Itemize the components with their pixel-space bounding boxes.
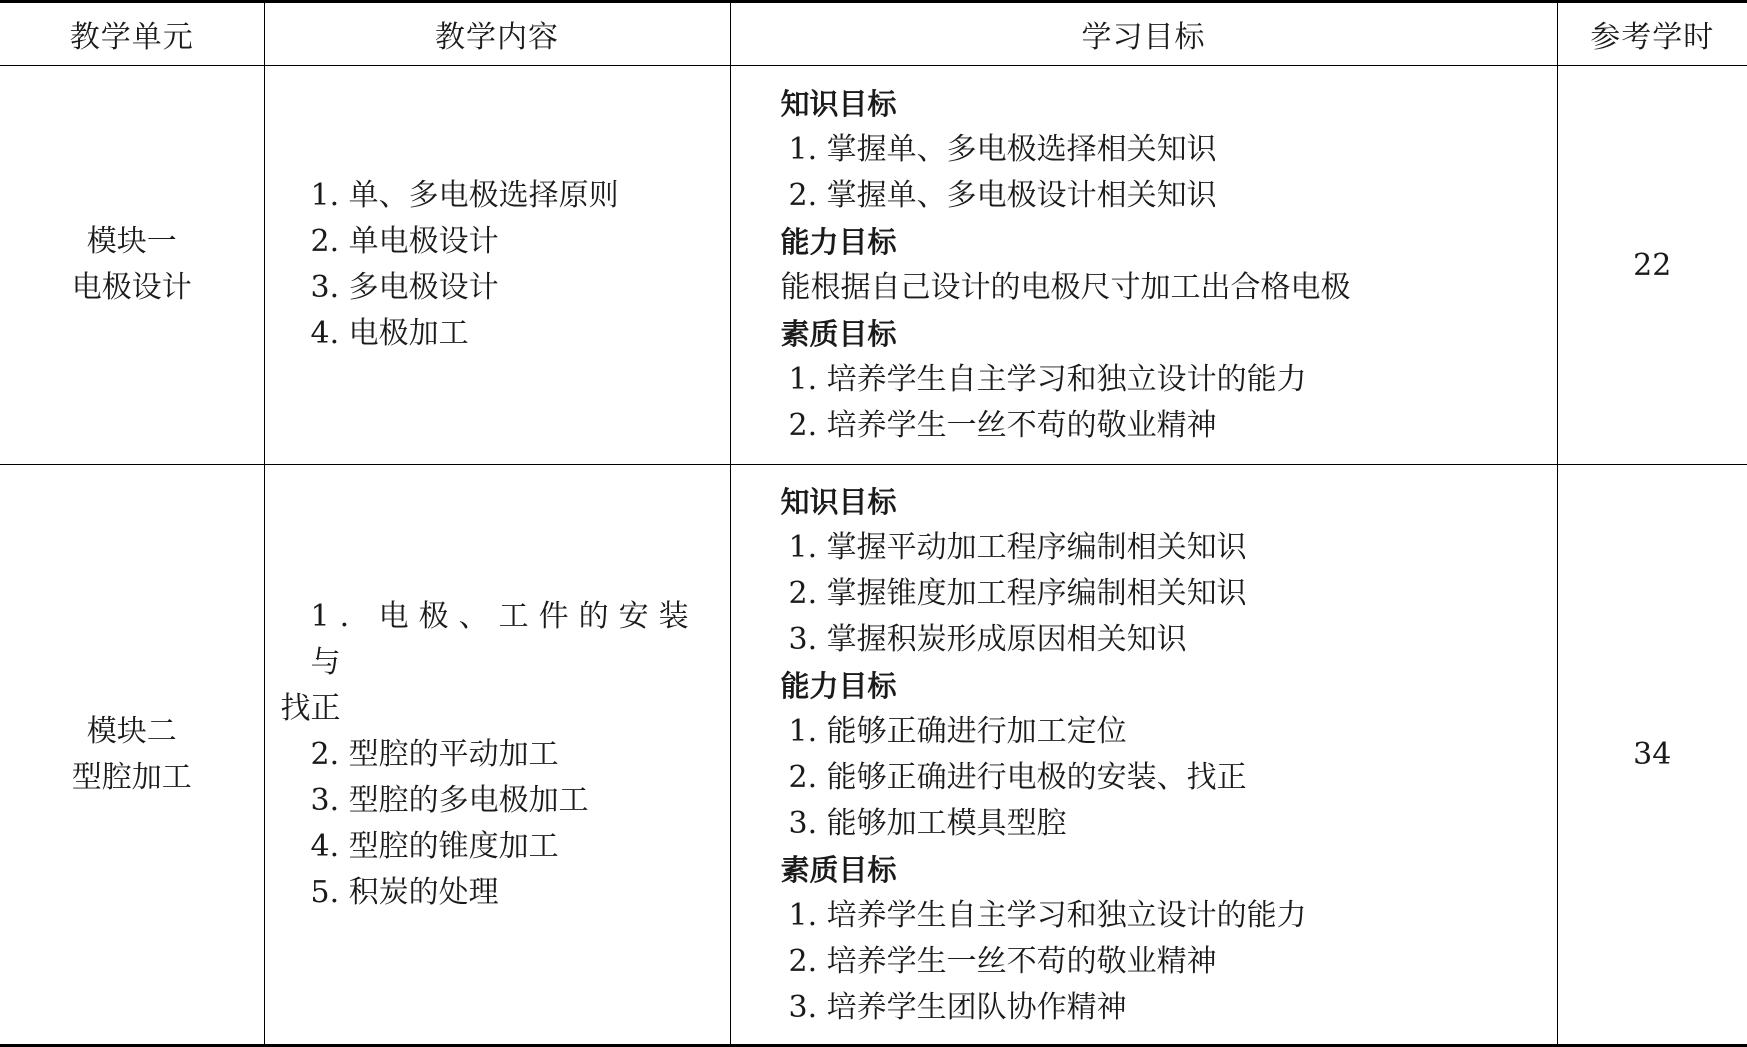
content-item: 5. 积炭的处理 xyxy=(310,874,499,910)
knowledge-goals-heading: 知识目标 xyxy=(780,484,897,519)
hours-cell: 34 xyxy=(1557,465,1747,1046)
ability-goal-item: 1. 能够正确进行加工定位 xyxy=(788,713,1127,749)
content-item: 1. 单、多电极选择原则 xyxy=(310,178,619,214)
goals-cell xyxy=(730,465,1557,1046)
knowledge-goals-heading: 知识目标 xyxy=(780,87,897,122)
unit-module-label: 模块一 xyxy=(86,224,177,260)
unit-cell xyxy=(0,465,264,1046)
content-cell xyxy=(264,465,730,1046)
content-item: 1. 电极、工件的安装与 xyxy=(310,598,699,680)
knowledge-goal-item: 1. 掌握平动加工程序编制相关知识 xyxy=(788,529,1247,565)
header-content: 教学内容 xyxy=(264,2,730,66)
content-item: 2. 单电极设计 xyxy=(310,224,499,260)
content-cell xyxy=(264,66,730,465)
table-row xyxy=(0,465,1747,1046)
goals-cell xyxy=(730,66,1557,465)
knowledge-goal-item: 3. 掌握积炭形成原因相关知识 xyxy=(788,621,1187,657)
ability-goal-item: 2. 能够正确进行电极的安装、找正 xyxy=(788,759,1247,795)
header-goals: 学习目标 xyxy=(730,2,1557,66)
quality-goals-heading: 素质目标 xyxy=(780,317,897,352)
quality-goal-item: 2. 培养学生一丝不苟的敬业精神 xyxy=(788,408,1217,444)
unit-module-label: 模块二 xyxy=(86,713,177,749)
content-item: 2. 型腔的平动加工 xyxy=(310,736,559,772)
content-item-continuation: 找正 xyxy=(280,690,341,726)
content-item: 4. 电极加工 xyxy=(310,316,469,352)
unit-module-title: 电极设计 xyxy=(71,270,192,306)
quality-goal-item: 2. 培养学生一丝不苟的敬业精神 xyxy=(788,943,1217,979)
knowledge-goal-item: 2. 掌握单、多电极设计相关知识 xyxy=(788,178,1217,214)
unit-cell xyxy=(0,66,264,465)
knowledge-goal-item: 1. 掌握单、多电极选择相关知识 xyxy=(788,132,1217,168)
knowledge-goal-item: 2. 掌握锥度加工程序编制相关知识 xyxy=(788,575,1247,611)
ability-goals-heading: 能力目标 xyxy=(780,225,897,260)
ability-goal-item: 3. 能够加工模具型腔 xyxy=(788,805,1067,841)
table-row xyxy=(0,66,1747,465)
table-header-row xyxy=(0,2,1747,66)
ability-goals-heading: 能力目标 xyxy=(780,668,897,703)
header-unit: 教学单元 xyxy=(0,2,264,66)
quality-goals-heading: 素质目标 xyxy=(780,852,897,887)
ability-goal-item: 能根据自己设计的电极尺寸加工出合格电极 xyxy=(780,270,1351,306)
content-item: 3. 多电极设计 xyxy=(310,270,499,306)
header-hours: 参考学时 xyxy=(1557,2,1747,66)
unit-module-title: 型腔加工 xyxy=(71,759,192,795)
content-item: 4. 型腔的锥度加工 xyxy=(310,828,559,864)
quality-goal-item: 1. 培养学生自主学习和独立设计的能力 xyxy=(788,897,1307,933)
quality-goal-item: 3. 培养学生团队协作精神 xyxy=(788,989,1127,1025)
quality-goal-item: 1. 培养学生自主学习和独立设计的能力 xyxy=(788,362,1307,398)
content-item: 3. 型腔的多电极加工 xyxy=(310,782,589,818)
hours-cell: 22 xyxy=(1557,66,1747,465)
